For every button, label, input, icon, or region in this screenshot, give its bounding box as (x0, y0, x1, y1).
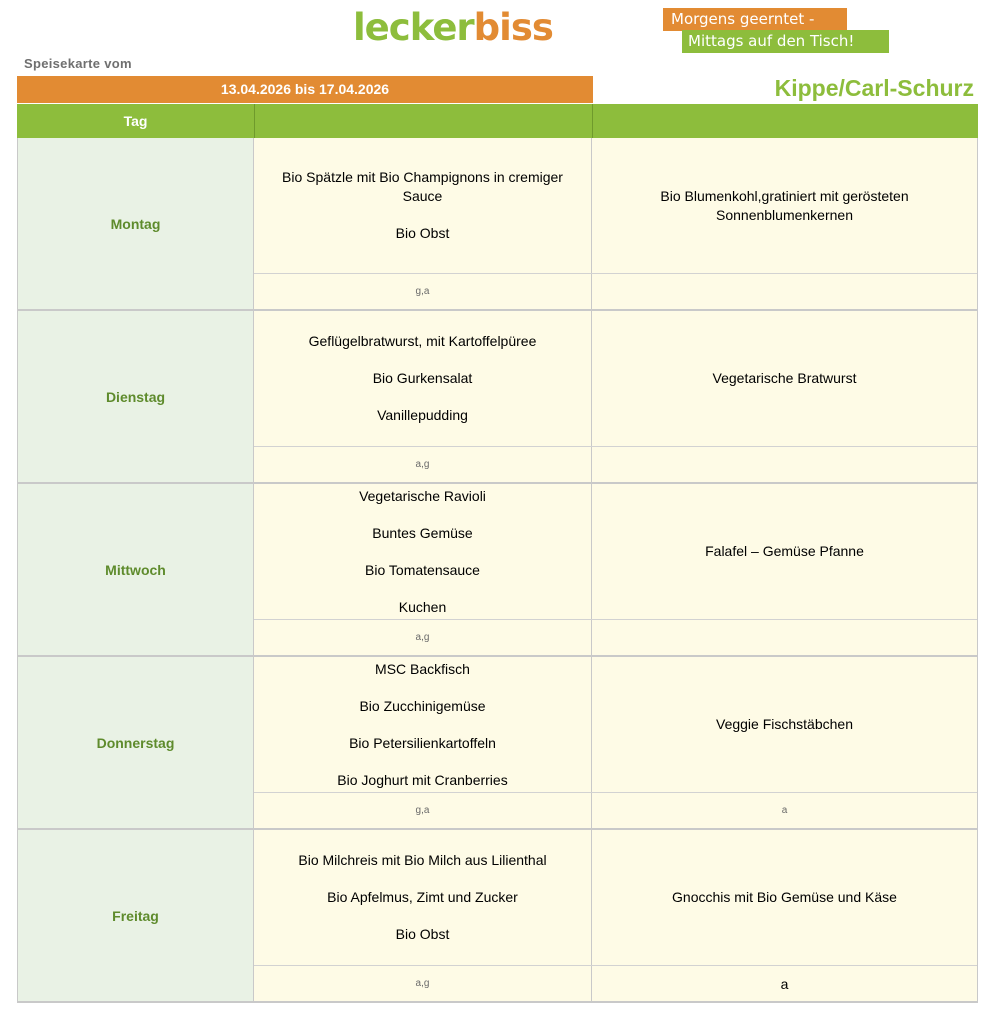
day-row-freitag (18, 830, 977, 1003)
dish-item: Veggie Fischstäbchen (716, 716, 853, 732)
allergens-menu1: a,g (254, 966, 592, 1001)
allergens-menu2: a (592, 793, 977, 828)
dish-item: Bio Obst (395, 926, 450, 942)
dish-item: Bio Petersilienkartoffeln (349, 734, 496, 751)
day-name: Mittwoch (18, 484, 254, 655)
dish-item: Bio Obst (395, 225, 450, 241)
dish-item: Bio Spätzle mit Bio Champignons in cremiger Sauce (282, 169, 563, 204)
menu2-cell (592, 830, 977, 965)
dish-item: Vegetarische Ravioli (359, 487, 486, 504)
dish-item: Vegetarische Bratwurst (712, 370, 857, 386)
dish-item: Bio Tomatensauce (365, 561, 480, 578)
allergens-menu2 (592, 274, 977, 309)
menu2-cell (592, 484, 977, 619)
menu1-cell (254, 484, 592, 619)
allergens-menu2 (592, 447, 977, 482)
day-row-donnerstag (18, 657, 977, 830)
menu2-cell (592, 657, 977, 792)
allergens-menu2: a (592, 966, 977, 1001)
day-row-dienstag (18, 311, 977, 484)
slogan-line-2: Mittags auf den Tisch! (682, 30, 889, 53)
dish-item: Geflügelbratwurst, mit Kartoffelpüree (308, 333, 537, 349)
menu1-cell (254, 830, 592, 965)
location-title: Kippe/Carl-Schurz (774, 75, 974, 101)
allergens-menu1: a,g (254, 447, 592, 482)
dish-item: Vanillepudding (377, 407, 468, 423)
speisekarte-label: Speisekarte vom (24, 56, 132, 71)
dish-item: MSC Backfisch (375, 660, 470, 677)
menu1-cell (254, 311, 592, 446)
allergens-menu1: g,a (254, 793, 592, 828)
day-name: Dienstag (18, 311, 254, 482)
menu1-cell (254, 138, 592, 273)
menu2-cell (592, 311, 977, 446)
dish-item: Falafel – Gemüse Pfanne (705, 543, 864, 559)
dish-item: Kuchen (398, 598, 447, 615)
day-name: Montag (18, 138, 254, 309)
dish-item: Gnocchis mit Bio Gemüse und Käse (672, 889, 897, 905)
dish-item: Bio Zucchinigemüse (359, 697, 486, 714)
brand-logo-part1: lecker (353, 6, 474, 49)
brand-logo-part2: biss (473, 6, 553, 49)
slogan-line-1: Morgens geerntet - (663, 8, 847, 31)
dish-item: Bio Joghurt mit Cranberries (337, 771, 508, 788)
menu1-cell (254, 657, 592, 792)
allergens-menu1: a,g (254, 620, 592, 655)
column-header-day: Tag (17, 104, 255, 138)
day-row-montag (18, 138, 977, 311)
dish-item: Bio Milchreis mit Bio Milch aus Lilienthal (298, 852, 547, 868)
dish-item: Bio Blumenkohl,gratiniert mit gerösteten Sonnenblumenkernen (660, 187, 909, 223)
day-name: Donnerstag (18, 657, 254, 828)
column-header-menu1 (255, 104, 593, 138)
dish-item: Bio Gurkensalat (372, 370, 473, 386)
column-header-menu2 (593, 104, 978, 138)
day-name: Freitag (18, 830, 254, 1001)
menu2-cell (592, 138, 977, 273)
allergens-menu1: g,a (254, 274, 592, 309)
dish-item: Buntes Gemüse (372, 524, 473, 541)
date-range: 13.04.2026 bis 17.04.2026 (17, 76, 593, 103)
menu-table (17, 138, 978, 1003)
table-header (17, 104, 978, 138)
brand-logo (353, 6, 553, 49)
allergens-menu2 (592, 620, 977, 655)
day-row-mittwoch (18, 484, 977, 657)
dish-item: Bio Apfelmus, Zimt und Zucker (327, 889, 518, 905)
